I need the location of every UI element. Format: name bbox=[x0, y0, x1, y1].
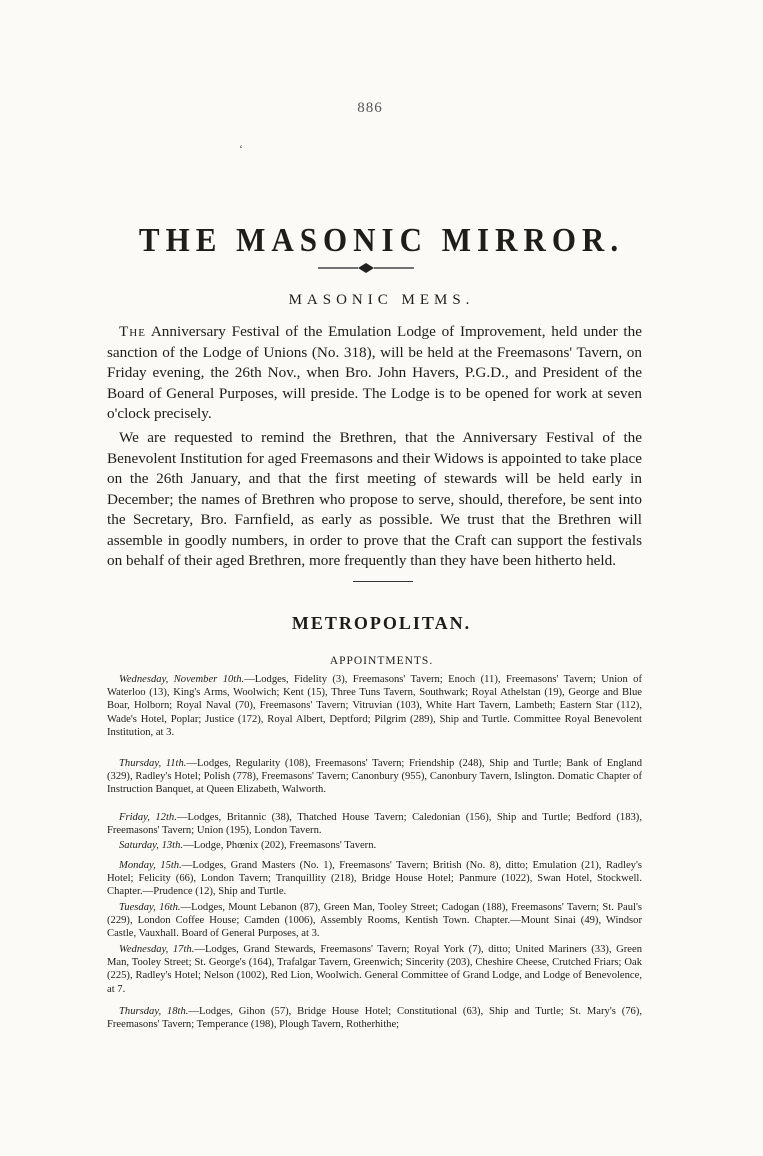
mems-paragraph-1 bbox=[107, 322, 642, 425]
divider-ornament-icon bbox=[318, 262, 414, 274]
appointment-entry bbox=[107, 673, 642, 740]
appointment-text: —Lodges, Grand Stewards, Freemasons' Tavern; Royal York (7), ditto; United Mariners (33), Green Man, Tooley Street; St. George's (164), Trafalgar Tavern, Greenwich; Sincerity (203), Cheshire Cheese, Crutched Friars; Oak (225), Radley's Hotel; Nelson (1002), Red Lion, Woolwich. General Committee of Grand Lodge, and Lodge of Benevolence, at 7. bbox=[107, 943, 642, 995]
appointment-day: Thursday, 18th. bbox=[119, 1005, 189, 1017]
appointment-entry bbox=[107, 1005, 642, 1032]
journal-title: THE MASONIC MIRROR. bbox=[138, 220, 625, 259]
mems-paragraph-2 bbox=[107, 428, 642, 572]
paragraph-text: We are requested to remind the Brethren, that the Anniversary Festival of the Benevolent Institution for aged Freemasons and their Widows is appointed to take place on the 26th January, and that the first meeting of stewards will be held early in December; the names of Brethren who propose to serve, should, therefore, be sent into the Secretary, Bro. Farnfield, as early as possible. We trust that the Brethren will assemble in goodly numbers, in order to prove that the Craft can support the festivals on behalf of their aged Brethren, more frequently than they have been hitherto held. bbox=[107, 429, 642, 570]
appointment-day: Friday, 12th. bbox=[119, 811, 177, 823]
mems-heading: MASONIC MEMS. bbox=[288, 292, 475, 308]
appointment-day: Monday, 15th. bbox=[119, 859, 182, 871]
appointment-text: —Lodges, Mount Lebanon (87), Green Man, Tooley Street; Cadogan (188), Freemasons' Tavern; St. Paul's (229), London Coffee House; Camden (1006), Assembly Rooms, Kentish Town. Chapter.—Mount Sinai (49), Windsor Castle, Vauxhall. Board of General Purposes, at 3. bbox=[107, 901, 642, 940]
paragraph-text: Anniversary Festival of the Emulation Lodge of Improvement, held under the sanction of the Lodge of Unions (No. 318), will be held at the Freemasons' Tavern, on Friday evening, the 26th Nov., when Bro. John Havers, P.G.D., and President of the Board of General Purposes, will preside. The Lodge is to be opened for work at seven o'clock precisely. bbox=[107, 323, 642, 423]
appointment-text: —Lodges, Britannic (38), Thatched House Tavern; Caledonian (156), Ship and Turtle; Bedford (183), Freemasons' Tavern; Union (195), London Tavern. bbox=[107, 811, 642, 836]
appointment-entry bbox=[107, 811, 642, 838]
appointment-text: —Lodge, Phœnix (202), Freemasons' Tavern. bbox=[183, 839, 377, 851]
appointment-day: Tuesday, 16th. bbox=[119, 901, 181, 913]
print-mark: ʻ bbox=[239, 142, 243, 156]
section-divider bbox=[353, 581, 413, 582]
appointment-text: —Lodges, Regularity (108), Freemasons' Tavern; Friendship (248), Ship and Turtle; Bank of England (329), Radley's Hotel; Polish (778), Freemasons' Tavern; Canonbury (955), Canonbury Tavern, Islington. Domatic Chapter of Instruction Banquet, at Queen Elizabeth, Walworth. bbox=[107, 757, 643, 796]
page-number: 886 bbox=[357, 100, 383, 116]
appointment-day: Thursday, 11th. bbox=[119, 757, 187, 769]
appointment-entry bbox=[107, 943, 642, 997]
metropolitan-heading: METROPOLITAN. bbox=[291, 613, 472, 633]
appointment-entry bbox=[107, 859, 642, 899]
paragraph-lead: The bbox=[119, 323, 146, 341]
appointment-day: Saturday, 13th. bbox=[119, 839, 184, 851]
appointments-heading: APPOINTMENTS. bbox=[329, 655, 434, 667]
appointment-text: —Lodges, Gihon (57), Bridge House Hotel; Constitutional (63), Ship and Turtle; St. Mary's (76), Freemasons' Tavern; Temperance (198), Plough Tavern, Rotherhithe; bbox=[107, 1005, 642, 1030]
appointment-entry bbox=[107, 839, 642, 852]
appointment-text: —Lodges, Fidelity (3), Freemasons' Tavern; Enoch (11), Freemasons' Tavern; Union of Waterloo (13), King's Arms, Woolwich; Kent (15), Three Tuns Tavern, Southwark; Royal Athelstan (19), George and Blue Boar, Holborn; Royal Naval (70), Freemasons' Tavern; Vitruvian (103), White Hart Tavern, Lambeth; Eastern Star (112), Wade's Hotel, Poplar; Justice (172), Royal Albert, Deptford; Pilgrim (289), Ship and Turtle. Committee Royal Benevolent Institution, at 3. bbox=[107, 673, 643, 739]
appointment-text: —Lodges, Grand Masters (No. 1), Freemasons' Tavern; British (No. 8), ditto; Emulation (21), Radley's Hotel; Felicity (66), London Tavern; Tranquillity (218), Bridge House Hotel; Panmure (1022), Swan Hotel, Stockwell. Chapter.—Prudence (12), Ship and Turtle. bbox=[107, 859, 642, 898]
appointment-day: Wednesday, 17th. bbox=[119, 943, 195, 955]
appointment-entry bbox=[107, 901, 642, 941]
appointment-entry bbox=[107, 757, 642, 797]
appointment-day: Wednesday, November 10th. bbox=[119, 673, 245, 685]
